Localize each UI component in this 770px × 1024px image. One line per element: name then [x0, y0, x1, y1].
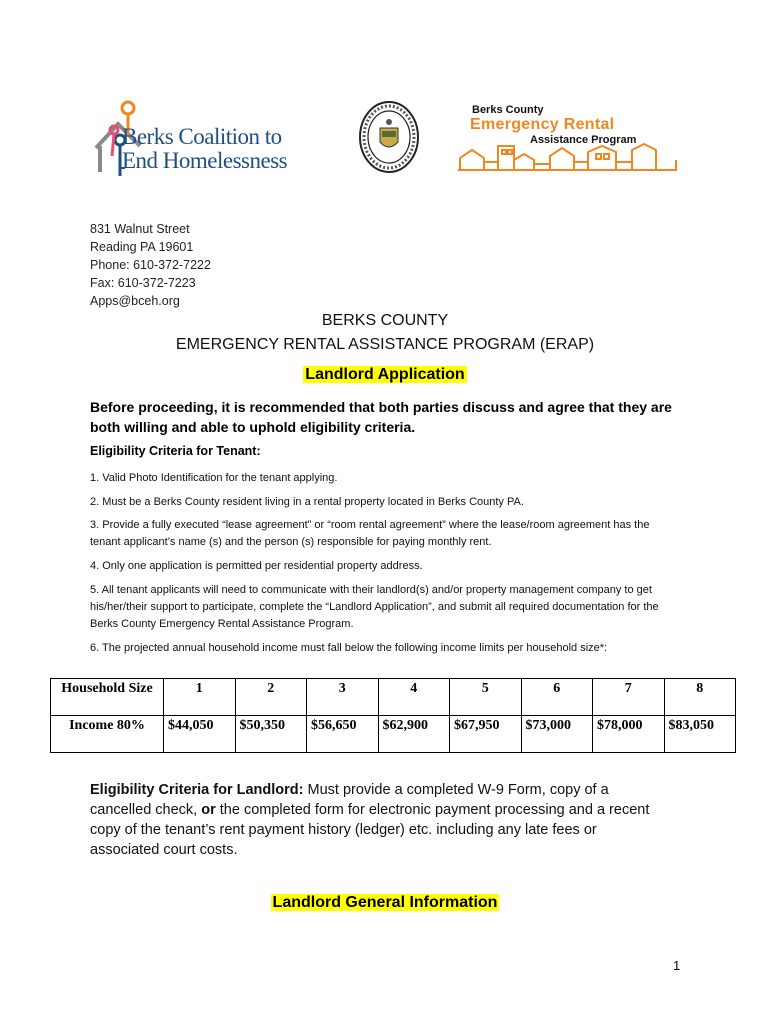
table-row-income	[51, 716, 736, 753]
tenant-criterion-1: 1. Valid Photo Identification for the tenant applying.	[90, 472, 338, 484]
income-label: Income 80%	[51, 716, 164, 753]
landlord-criteria-text-b: the completed form for electronic payment processing and a recent copy of the tenant’s rent payment history (ledger) etc. including any late fees or associated court costs.	[90, 802, 650, 858]
landlord-criteria-paragraph	[90, 780, 670, 860]
tenant-criterion-4: 4. Only one application is permitted per residential property address.	[90, 560, 423, 572]
income-cell: $62,900	[378, 716, 450, 753]
size-cell: 5	[450, 679, 522, 716]
erap-line2: Emergency Rental	[470, 116, 615, 133]
berks-county-seal	[358, 100, 420, 174]
size-cell: 1	[164, 679, 236, 716]
household-size-label: Household Size	[51, 679, 164, 716]
income-cell: $78,000	[593, 716, 665, 753]
income-cell: $50,350	[235, 716, 307, 753]
tenant-criterion-5: 5. All tenant applicants will need to communicate with their landlord(s) and/or property management company to get his/her/their support to participate, complete the “Landlord Application”, and submit all required documentation for the Berks County Emergency Rental Assistance Program.	[90, 584, 659, 630]
landlord-criteria-or: or	[201, 802, 216, 818]
tenant-criterion-2: 2. Must be a Berks County resident living in a rental property located in Berks County PA.	[90, 496, 524, 508]
size-cell: 6	[521, 679, 593, 716]
landlord-criteria-text-a: Must provide a completed W-9 Form, copy of a cancelled check,	[90, 782, 609, 818]
size-cell: 3	[307, 679, 379, 716]
landlord-criteria-label: Eligibility Criteria for Landlord:	[90, 782, 304, 798]
address-fax: Fax: 610-372-7223	[90, 276, 196, 290]
income-cell: $83,050	[664, 716, 736, 753]
page-number: 1	[673, 958, 681, 973]
address-street: 831 Walnut Street	[90, 222, 190, 236]
coalition-line2: End Homelessness	[122, 148, 288, 173]
county-title: BERKS COUNTY	[321, 312, 449, 329]
table-row-household-size	[51, 679, 736, 716]
income-cell: $73,000	[521, 716, 593, 753]
address-phone: Phone: 610-372-7222	[90, 258, 211, 272]
section-title-wrap	[0, 894, 770, 912]
tenant-criterion-6: 6. The projected annual household income must fall below the following income limits per household size*:	[90, 642, 608, 654]
lead-paragraph: Before proceeding, it is recommended that both parties discuss and agree that they are both willing and able to uphold eligibility criteria.	[90, 399, 672, 435]
county-seal-icon	[358, 100, 420, 174]
size-cell: 2	[235, 679, 307, 716]
size-cell: 8	[664, 679, 736, 716]
size-cell: 7	[593, 679, 665, 716]
coalition-line1: Berks Coalition to	[122, 124, 282, 149]
size-cell: 4	[378, 679, 450, 716]
tenant-criteria-heading: Eligibility Criteria for Tenant:	[90, 444, 261, 458]
income-cell: $67,950	[450, 716, 522, 753]
address-email: Apps@bceh.org	[90, 294, 180, 308]
erap-logo	[458, 104, 678, 174]
erap-line3: Assistance Program	[530, 134, 637, 146]
address-block	[90, 220, 211, 310]
erap-line1: Berks County	[472, 104, 544, 116]
application-title-wrap	[0, 366, 770, 384]
coalition-logo	[92, 100, 307, 182]
houses-skyline-icon	[458, 138, 678, 174]
section-title: Landlord General Information	[272, 894, 498, 911]
program-title: EMERGENCY RENTAL ASSISTANCE PROGRAM (ERAP)	[175, 336, 595, 353]
address-city: Reading PA 19601	[90, 240, 194, 254]
income-cell: $56,650	[307, 716, 379, 753]
application-title: Landlord Application	[305, 366, 465, 383]
income-cell: $44,050	[164, 716, 236, 753]
tenant-criterion-3: 3. Provide a fully executed “lease agreement” or “room rental agreement” where the lease/room agreement has the tenant applicant’s name (s) and the person (s) responsible for paying monthly rent.	[90, 519, 650, 548]
income-limits-table	[50, 678, 736, 753]
